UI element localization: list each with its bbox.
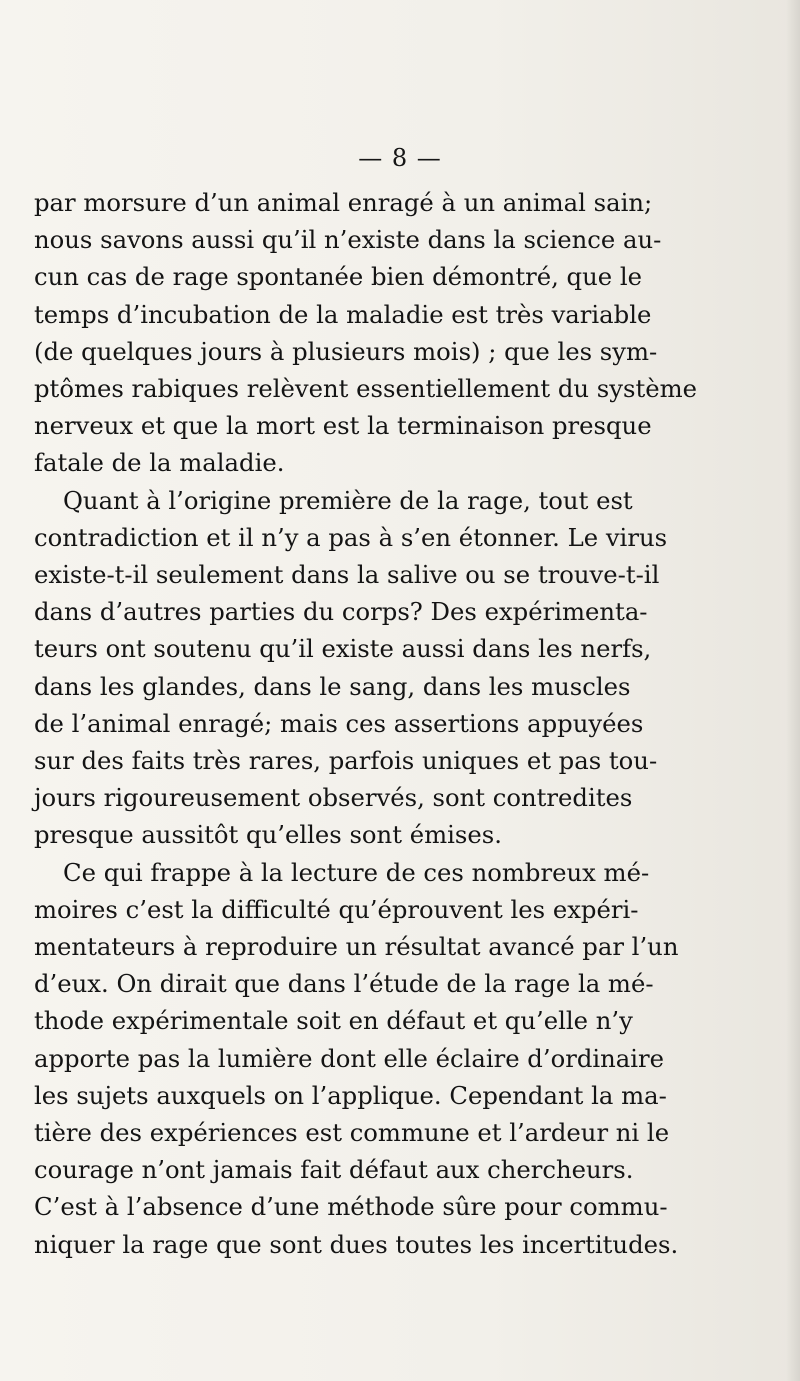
- text-line: thode expérimentale soit en défaut et qu’elle n’y: [34, 1006, 633, 1036]
- text-line: par morsure d’un animal enragé à un animal sain;: [34, 188, 653, 217]
- text-line: sur des faits très rares, parfois uniques et pas tou-: [34, 746, 658, 776]
- text-line: les sujets auxquels on l’applique. Cependant la ma-: [34, 1080, 667, 1110]
- text-line: presque aussitôt qu’elles sont émises.: [34, 820, 502, 850]
- text-line: mentateurs à reproduire un résultat avancé par l’un: [34, 932, 679, 962]
- text-line: ptômes rabiques relèvent essentiellement du système: [34, 374, 698, 404]
- text-line: d’eux. On dirait que dans l’étude de la rage la mé-: [34, 969, 654, 999]
- text-line: Ce qui frappe à la lecture de ces nombreux mé-: [63, 857, 650, 887]
- text-line: courage n’ont jamais fait défaut aux chercheurs.: [34, 1155, 634, 1185]
- text-line: de l’animal enragé; mais ces assertions appuyées: [34, 708, 644, 738]
- text-line: teurs ont soutenu qu’il existe aussi dans les nerfs,: [34, 634, 652, 664]
- page-edge-shadow: [786, 0, 800, 1381]
- text-line: existe-t-il seulement dans la salive ou se trouve-t-il: [34, 560, 660, 590]
- text-line: C’est à l’absence d’une méthode sûre pour commu-: [34, 1192, 668, 1222]
- text-line: fatale de la maladie.: [34, 448, 285, 478]
- text-line: nerveux et que la mort est la terminaison presque: [34, 411, 652, 441]
- text-line: temps d’incubation de la maladie est très variable: [34, 299, 652, 329]
- text-line: dans d’autres parties du corps? Des expérimenta-: [34, 597, 648, 627]
- body-text: [34, 184, 698, 1263]
- text-line: cun cas de rage spontanée bien démontré, que le: [34, 262, 642, 292]
- text-line: contradiction et il n’y a pas à s’en étonner. Le virus: [34, 522, 668, 552]
- text-line: dans les glandes, dans le sang, dans les muscles: [34, 671, 631, 701]
- text-line: tière des expériences est commune et l’ardeur ni le: [34, 1118, 670, 1148]
- text-line: (de quelques jours à plusieurs mois) ; que les sym-: [34, 336, 658, 366]
- text-line: moires c’est la difficulté qu’éprouvent les expéri-: [34, 894, 639, 924]
- text-line: jours rigoureusement observés, sont contredites: [34, 783, 633, 813]
- text-line: Quant à l’origine première de la rage, tout est: [63, 485, 633, 515]
- page-number: — 8 —: [358, 144, 442, 172]
- text-line: niquer la rage que sont dues toutes les incertitudes.: [34, 1229, 679, 1259]
- text-line: nous savons aussi qu’il n’existe dans la science au-: [34, 225, 662, 255]
- text-line: apporte pas la lumière dont elle éclaire d’ordinaire: [34, 1043, 665, 1073]
